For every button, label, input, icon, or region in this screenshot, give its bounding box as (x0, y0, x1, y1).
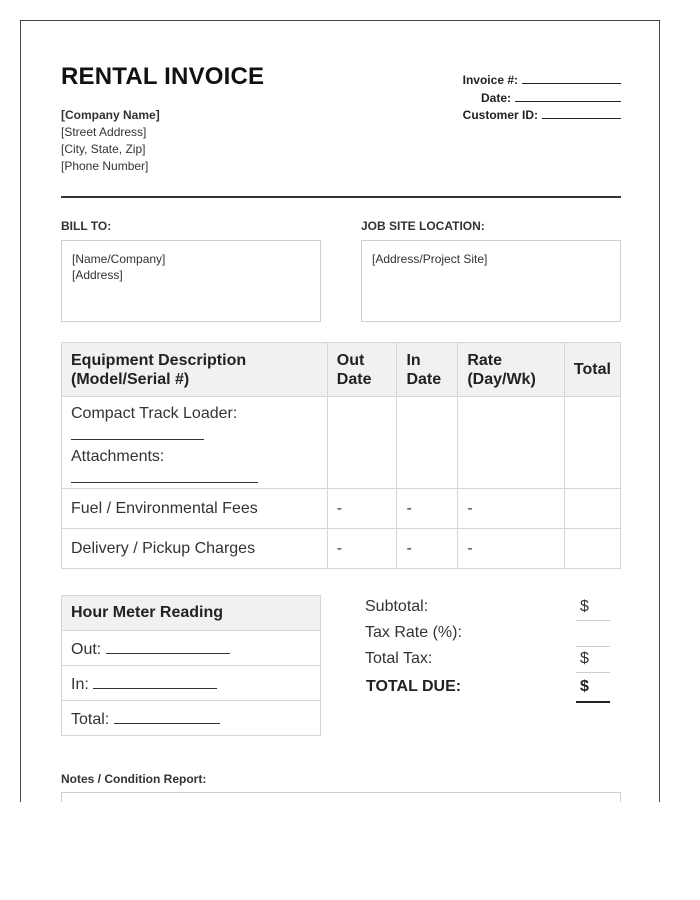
customer-id-label: Customer ID: (462, 108, 538, 122)
hour-total-blank[interactable] (114, 707, 220, 724)
in-date-cell[interactable]: - (397, 489, 458, 529)
rate-cell[interactable] (458, 397, 565, 489)
notes-box[interactable] (61, 792, 621, 802)
total-cell[interactable] (564, 489, 620, 529)
tax-rate-field[interactable] (576, 623, 610, 647)
col-equipment-description: Equipment Description (Model/Serial #) (62, 343, 328, 397)
attachments-label: Attachments: (71, 448, 165, 465)
col-total: Total (564, 343, 620, 397)
subtotal-row (365, 597, 615, 623)
hour-meter-total-row[interactable] (62, 701, 321, 736)
total-cell[interactable] (564, 397, 620, 489)
track-loader-label: Compact Track Loader: (71, 405, 238, 422)
total-tax-label: Total Tax: (365, 650, 433, 667)
bill-to-address: [Address] (72, 268, 123, 282)
notes-label: Notes / Condition Report: (61, 772, 207, 786)
invoice-number-label: Invoice #: (462, 73, 518, 87)
out-date-cell[interactable]: - (327, 529, 397, 569)
equipment-table (61, 342, 621, 569)
company-name: [Company Name] (61, 108, 160, 122)
hour-meter-out-row[interactable] (62, 631, 321, 666)
job-site-address: [Address/Project Site] (372, 252, 488, 266)
street-address: [Street Address] (61, 125, 147, 139)
col-in-date: In Date (397, 343, 458, 397)
subtotal-label: Subtotal: (365, 598, 429, 615)
bill-to-label: BILL TO: (61, 219, 112, 233)
hour-total-label: Total: (71, 711, 110, 728)
phone-number: [Phone Number] (61, 159, 149, 173)
total-due-row (365, 675, 615, 701)
date-label: Date: (480, 90, 511, 105)
date-field[interactable] (515, 90, 621, 102)
table-row (62, 529, 621, 569)
table-row (62, 397, 621, 489)
col-rate: Rate (Day/Wk) (458, 343, 565, 397)
total-due-field[interactable]: $ (576, 675, 610, 703)
delivery-charges-cell: Delivery / Pickup Charges (62, 529, 328, 569)
hour-in-blank[interactable] (93, 672, 217, 689)
tax-rate-label: Tax Rate (%): (365, 624, 462, 641)
rate-cell[interactable]: - (458, 489, 565, 529)
hour-out-blank[interactable] (106, 637, 230, 654)
bill-to-box[interactable] (61, 240, 321, 322)
hour-out-label: Out: (71, 641, 102, 658)
invoice-number-field[interactable] (522, 72, 621, 84)
bill-to-name: [Name/Company] (72, 252, 166, 266)
hour-meter-in-row[interactable] (62, 666, 321, 701)
city-state-zip: [City, State, Zip] (61, 142, 146, 156)
job-site-box[interactable] (361, 240, 621, 322)
out-date-cell[interactable] (327, 397, 397, 489)
total-due-label: TOTAL DUE: (366, 678, 462, 695)
tax-rate-row (365, 623, 615, 649)
invoice-title: RENTAL INVOICE (61, 63, 265, 90)
rate-cell[interactable]: - (458, 529, 565, 569)
in-date-cell[interactable]: - (397, 529, 458, 569)
in-date-cell[interactable] (397, 397, 458, 489)
invoice-meta (463, 72, 621, 125)
header-divider (61, 196, 621, 198)
total-tax-field[interactable]: $ (576, 649, 610, 673)
track-loader-blank[interactable] (71, 423, 204, 440)
total-tax-row (365, 649, 615, 675)
subtotal-field[interactable]: $ (576, 597, 610, 621)
total-cell[interactable] (564, 529, 620, 569)
customer-id-field[interactable] (542, 107, 621, 119)
attachments-blank[interactable] (71, 466, 258, 483)
out-date-cell[interactable]: - (327, 489, 397, 529)
hour-in-label: In: (71, 676, 89, 693)
equipment-header-row (62, 343, 621, 397)
col-out-date: Out Date (327, 343, 397, 397)
job-site-label: JOB SITE LOCATION: (361, 219, 485, 233)
hour-meter-title: Hour Meter Reading (62, 596, 321, 631)
equipment-cell[interactable] (62, 397, 328, 489)
fuel-fees-cell: Fuel / Environmental Fees (62, 489, 328, 529)
table-row (62, 489, 621, 529)
hour-meter-table (61, 595, 321, 736)
company-info (61, 107, 160, 175)
totals-summary (365, 597, 615, 701)
